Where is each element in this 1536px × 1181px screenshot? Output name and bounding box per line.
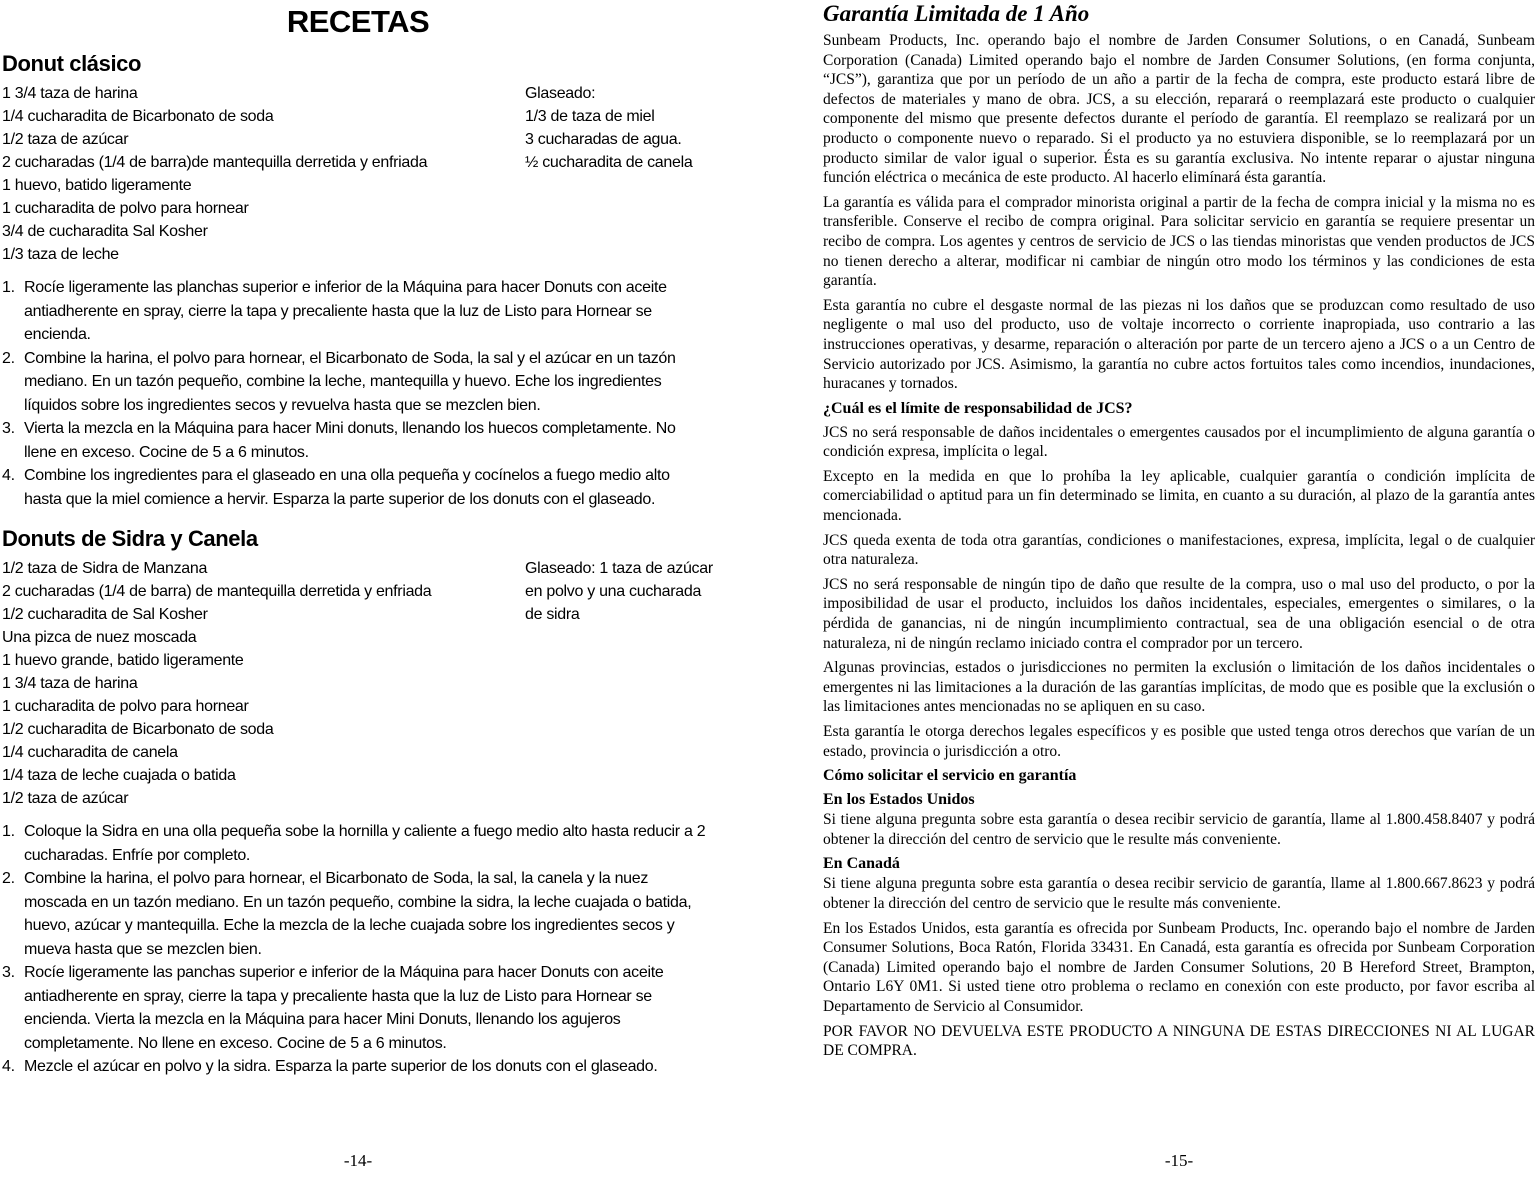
recipes-container [2, 51, 714, 1079]
warranty-heading: ¿Cuál es el límite de responsabilidad de JCS? [823, 399, 1133, 417]
step-number: 2. [2, 349, 15, 367]
page-title: RECETAS [286, 4, 430, 39]
steps-list [2, 276, 714, 511]
warranty-heading: Cómo solicitar el servicio en garantía [823, 767, 1077, 785]
recipe-2 [2, 526, 714, 1079]
glaze-block [525, 557, 725, 626]
warranty-subheading: En Canadá [823, 855, 900, 873]
step-item [2, 347, 710, 418]
ingredients-block [2, 557, 714, 810]
glaze-line: Glaseado: 1 taza de azúcar [525, 560, 713, 577]
ingredient-line: 1 3/4 taza de harina [2, 85, 138, 102]
warranty-paragraph: POR FAVOR NO DEVUELVA ESTE PRODUCTO A NINGUNA DE ESTAS DIRECCIONES NI AL LUGAR DE COMPRA. [823, 1022, 1535, 1060]
warranty-paragraph: La garantía es válida para el comprador minorista original a partir de la fecha de compra inicial y la misma no es transferible. Conserve el recibo de compra original. Para solicitar servicio en garantía se requiere presentar un recibo de compra. Los agentes y centros de servicio de JCS o las tiendas minoristas que venden productos de JCS no tienen derecho a alterar, modificar ni cambiar de ningún otro modo los términos y las condiciones de esta garantía. [823, 193, 1535, 290]
recipe-name: Donuts de Sidra y Canela [2, 526, 258, 551]
warranty-paragraph: Esta garantía le otorga derechos legales específicos y es posible que usted tenga otros derechos que varían de un estado, provincia o jurisdicción a otro. [823, 723, 1535, 760]
warranty-paragraph: Algunas provincias, estados o jurisdicciones no permiten la exclusión o limitación de los daños incidentales o emergentes ni las limitaciones a la duración de las garantías implícitas, de modo que es posible que la exclusión o las limitaciones antes mencionadas no se apliquen en su caso. [823, 659, 1535, 716]
ingredient-line: 1/2 taza de azúcar [2, 790, 129, 807]
page-number-right: -15- [1164, 1151, 1194, 1170]
ingredient-line: 2 cucharadas (1/4 de barra) de mantequilla derretida y enfriada [2, 583, 432, 600]
page-number-left: -14- [343, 1151, 373, 1170]
ingredient-line: 1/2 cucharadita de Bicarbonato de soda [2, 721, 274, 738]
ingredient-line: Una pizca de nuez moscada [2, 629, 197, 646]
ingredients-block [2, 82, 714, 266]
warranty-paragraph: Si tiene alguna pregunta sobre esta garantía o desea recibir servicio de garantía, llame al 1.800.458.8407 y podrá obtener la dirección del centro de servicio que le resulte más conveniente. [823, 811, 1535, 848]
warranty-paragraph: JCS queda exenta de toda otra garantías, condiciones o manifestaciones, expresa, implícita, legal o de cualquier otra naturaleza. [823, 531, 1535, 569]
step-text: Combine la harina, el polvo para hornear, el Bicarbonato de Soda, la sal y el azúcar en un tazón mediano. En un tazón pequeño, combine la leche, mantequilla y huevo. Eche los ingredientes líquidos sobre los ingredientes secos y revuelva hasta que se mezclen bien. [24, 349, 676, 414]
recipe-1 [2, 51, 714, 511]
page-recipes [2, 0, 714, 1181]
ingredient-line: 1/4 cucharadita de canela [2, 744, 178, 761]
ingredient-line: 1/3 taza de leche [2, 246, 119, 263]
glaze-line: 3 cucharadas de agua. [525, 131, 682, 148]
warranty-paragraph: Esta garantía no cubre el desgaste normal de las piezas ni los daños que se produzcan como resultado de uso negligente o mal uso del producto, uso de voltaje incorrecto o corriente inapropiada, uso contrario a las instrucciones operativas, y desarme, reparación o alteración por parte de un tercero ajeno a JCS o a un Centro de Servicio autorizado por JCS. Asimismo, la garantía no cubre actos fortuitos tales como incendios, inundaciones, huracanes y tornados. [823, 296, 1535, 393]
step-item [2, 820, 710, 867]
step-item [2, 1055, 710, 1079]
warranty-paragraph: Sunbeam Products, Inc. operando bajo el nombre de Jarden Consumer Solutions, o en Canadá, Sunbeam Corporation (Canada) Limited operando bajo el nombre de Jarden Consumer Solutions, (en forma conjunta, “JCS”), garantiza que por un período de un año a partir de la fecha de compra, este producto estará libre de defectos de materiales y mano de obra. JCS, a su elección, reparará o reemplazará este producto o cualquier componente del mismo que presente defectos durante el período de garantía. El reemplazo se realizará por un producto o componente nuevo o reparado. Si el producto ya no estuviera disponible, se lo reemplazará por un producto similar de valor igual o superior. Ésta es su garantía exclusiva. No intente reparar o ajustar ninguna función eléctrica o mecánica de este producto. Al hacerlo elimínará ésta garantía. [823, 32, 1535, 187]
ingredient-line: 1/2 taza de Sidra de Manzana [2, 560, 208, 577]
warranty-subheading: En los Estados Unidos [823, 791, 975, 809]
step-number: 4. [2, 1058, 15, 1075]
glaze-line: 1/3 de taza de miel [525, 108, 655, 125]
ingredient-line: 3/4 de cucharadita Sal Kosher [2, 223, 208, 240]
recipe-name: Donut clásico [2, 51, 142, 76]
step-text: Rocíe ligeramente las planchas superior e inferior de la Máquina para hacer Donuts con aceite antiadherente en spray, cierre la tapa y precaliente hasta que la luz de Listo para Hornear se encienda. [24, 279, 667, 343]
step-number: 1. [2, 279, 15, 296]
step-item [2, 961, 710, 1055]
ingredient-line: 1 huevo grande, batido ligeramente [2, 652, 244, 669]
step-text: Coloque la Sidra en una olla pequeña sobe la hornilla y caliente a fuego medio alto hasta reducir a 2 cucharadas. Enfríe por completo. [24, 823, 706, 864]
ingredient-line: 1 cucharadita de polvo para hornear [2, 698, 249, 715]
step-item [2, 276, 710, 347]
ingredient-line: 1/2 cucharadita de Sal Kosher [2, 606, 208, 623]
warranty-paragraph: JCS no será responsable de daños incidentales o emergentes causados por el incumplimiento de alguna garantía o condición expresa, implícita o legal. [823, 423, 1535, 461]
warranty-paragraph: Si tiene alguna pregunta sobre esta garantía o desea recibir servicio de garantía, llame al 1.800.667.8623 y podrá obtener la dirección del centro de servicio que le resulte más conveniente. [823, 875, 1535, 912]
step-text: Mezcle el azúcar en polvo y la sidra. Esparza la parte superior de los donuts con el glaseado. [24, 1058, 658, 1075]
step-text: Combine la harina, el polvo para hornear, el Bicarbonato de Soda, la sal, la canela y la nuez moscada en un tazón mediano. En un tazón pequeño, combine la sidra, la leche cuajada o batida, huevo, azúcar y mantequilla. Eche la mezcla de la leche cuajada sobre los ingredientes secos y mueva hasta que se mezclen bien. [24, 870, 692, 958]
ingredient-line: 2 cucharadas (1/4 de barra)de mantequilla derretida y enfriada [2, 154, 428, 171]
warranty-paragraph: En los Estados Unidos, esta garantía es ofrecida por Sunbeam Products, Inc. operando bajo el nombre de Jarden Consumer Solutions, Boca Ratón, Florida 33431. En Canadá, esta garantía es ofrecida por Sunbeam Corporation (Canada) Limited operando bajo el nombre de Jarden Consumer Solutions, 20 B Hereford Street, Brampton, Ontario L6Y 0M1. Si usted tiene otro problema o reclamo en conexión con este producto, por favor escriba al Departamento de Servicio al Consumidor. [823, 919, 1535, 1015]
warranty-paragraph: Excepto en la medida en que lo prohíba la ley aplicable, cualquier garantía o condición implícita de comerciabilidad o aptitud para un fin determinado se limita, en cuanto a su duración, al plazo de la garantía antes mencionada. [823, 467, 1535, 525]
glaze-line: en polvo y una cucharada [525, 583, 702, 600]
step-number: 2. [2, 870, 15, 887]
warranty-paragraph: JCS no será responsable de ningún tipo de daño que resulte de la compra, uso o mal uso del producto, o por la imposibilidad de usar el producto, incluidos los daños incidentales, especiales, emergentes o similares, o la pérdida de ganancias, ni de ningún incumplimiento contractual, sea de una obligación esencial o de otra naturaleza, ni de ningún reclamo iniciado contra el comprador por un tercero. [823, 575, 1535, 652]
step-number: 3. [2, 964, 15, 981]
step-text: Vierta la mezcla en la Máquina para hacer Mini donuts, llenando los huecos completamente. No llene en exceso. Cocine de 5 a 6 minutos. [24, 420, 676, 461]
step-text: Combine los ingredientes para el glaseado en una olla pequeña y cocínelos a fuego medio alto hasta que la miel comience a hervir. Esparza la parte superior de los donuts con el glaseado. [24, 467, 670, 508]
step-text: Rocíe ligeramente las panchas superior e inferior de la Máquina para hacer Donuts con aceite antiadherente en spray, cierre la tapa y precaliente hasta que la luz de Listo para Hornear se encienda. Vierta la mezcla en la Máquina para hacer Mini Donuts, llenando los agujeros completamente. No llene en exceso. Cocine de 5 a 6 minutos. [24, 964, 664, 1052]
ingredient-line: 1 huevo, batido ligeramente [2, 177, 192, 194]
ingredient-line: 1/2 taza de azúcar [2, 131, 129, 148]
step-item [2, 867, 710, 961]
ingredient-line: 1/4 cucharadita de Bicarbonato de soda [2, 108, 274, 125]
glaze-line: Glaseado: [525, 85, 596, 102]
glaze-line: ½ cucharadita de canela [525, 154, 693, 171]
ingredient-line: 1 3/4 taza de harina [2, 675, 138, 692]
step-item [2, 417, 710, 464]
warranty-title: Garantía Limitada de 1 Año [823, 1, 1090, 26]
glaze-block [525, 82, 725, 174]
step-number: 1. [2, 823, 15, 840]
step-number: 4. [2, 467, 15, 484]
ingredient-line: 1/4 taza de leche cuajada o batida [2, 767, 236, 784]
glaze-line: de sidra [525, 606, 580, 623]
step-item [2, 464, 710, 511]
steps-list [2, 820, 714, 1079]
page-warranty [823, 0, 1535, 1181]
warranty-container [823, 31, 1535, 1061]
step-number: 3. [2, 420, 15, 437]
ingredient-line: 1 cucharadita de polvo para hornear [2, 200, 249, 217]
